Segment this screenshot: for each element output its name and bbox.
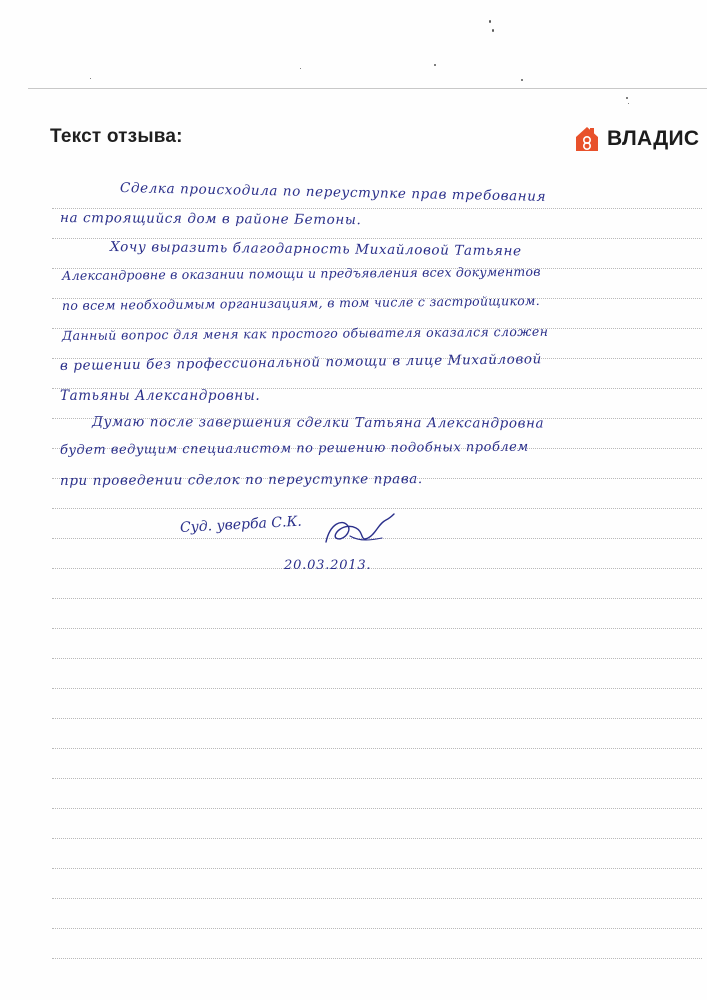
ruled-line [52,838,702,839]
scan-speck [300,68,301,69]
scan-speck [628,103,629,104]
ruled-line [52,748,702,749]
ruled-line [52,868,702,869]
review-line: Думаю после завершения сделки Татьяна Александровна [91,414,545,432]
review-line: по всем необходимым организациям, в том числе с застройщиком. [61,292,541,313]
review-line: Сделка происходила по переуступке прав требования [119,180,547,205]
review-line: будет ведущим специалистом по решению подобных проблем [59,439,529,458]
review-line: на строящийся дом в районе Бетоны. [59,210,362,229]
brand-name: ВЛАДИС [607,127,700,150]
form-title: Текст отзыва: [50,126,183,147]
ruled-line [52,808,702,809]
scan-speck [90,78,91,79]
ruled-line [52,778,702,779]
scan-speck [434,64,436,66]
review-line: Хочу выразить благодарность Михайловой Татьяне [109,239,522,260]
ruled-line [52,718,702,719]
ruled-line [52,628,702,629]
ruled-line [52,928,702,929]
scan-speck [626,97,628,99]
review-line: Татьяны Александровны. [60,388,261,404]
scan-speck [492,29,494,32]
review-line: Данный вопрос для меня как простого обывателя оказался сложен [61,323,549,343]
ruled-line [52,898,702,899]
signature-date: 20.03.2013. [284,558,372,573]
ruled-line [52,958,702,959]
signature-block [180,512,410,590]
ruled-line [52,658,702,659]
ruled-line [52,688,702,689]
brand-logo [575,124,699,154]
ruled-line [52,508,702,509]
signature-label: Суд. уверба С.К. [179,513,303,536]
header-divider [28,88,707,89]
review-line: при проведении сделок по переуступке права. [59,471,423,489]
house-logo-icon [575,126,599,152]
review-line: Александровне в оказании помощи и предъявления всех документов [61,263,541,283]
ruled-line [52,598,702,599]
review-line: в решении без профессиональной помощи в лице Михайловой [59,351,543,374]
scan-speck [489,20,491,23]
ruled-line [52,208,702,209]
scan-speck [521,79,523,81]
handwritten-signature-icon [320,512,400,556]
